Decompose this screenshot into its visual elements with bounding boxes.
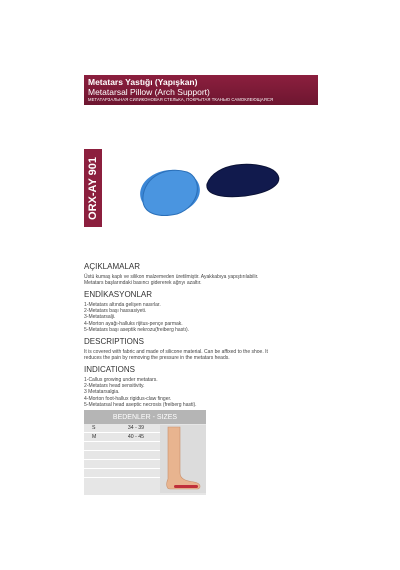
- section-line: 4-Morton foot-hallux rigidus-claw finger.: [84, 395, 172, 402]
- section-line: 3-Metatarsalji.: [84, 314, 116, 321]
- size-table-header: BEDENLER - SIZES: [84, 410, 206, 424]
- section-line: 5-Metatars başı aseptik nekrozu(freiberg hastı).: [84, 326, 190, 333]
- navy-pad: [207, 164, 279, 196]
- section-title: INDICATIONS: [84, 365, 135, 374]
- section-line: 2-Metatars head sensitivity.: [84, 383, 145, 390]
- foot-illustration: [160, 425, 206, 493]
- section-line: Üstü kumaş kaplı ve silikon malzemeden üretilmiştir. Ayakkabıya yapıştırılabilir.: [84, 274, 259, 280]
- section-line: reduces the pain by removing the pressure in the metatars heads.: [84, 355, 230, 362]
- section-title: ENDİKASYONLAR: [84, 290, 153, 299]
- section-title: DESCRIPTIONS: [84, 337, 145, 346]
- section-descriptions: [84, 337, 324, 361]
- product-header: [84, 75, 318, 105]
- section-endikasyonlar: [84, 290, 324, 333]
- product-photo: [115, 120, 315, 240]
- size-label: M: [92, 434, 97, 440]
- size-label: S: [92, 425, 96, 431]
- title-turkish: Metatars Yastığı (Yapışkan): [88, 77, 198, 87]
- product-code: ORX-AY 901: [87, 156, 99, 220]
- insole-pad: [174, 485, 198, 488]
- title-russian: МЕТАТАРЗАЛЬНАЯ СИЛИКОНОВАЯ СТЕЛЬКА, ПОКРЫТАЯ ТКАНЬЮ САМОКЛЕЮЩАЯСЯ: [88, 97, 274, 102]
- section-line: 1-Callus growing under metatars.: [84, 377, 158, 383]
- section-line: 1-Metatars altında gelişen nasırlar.: [84, 302, 161, 308]
- title-english: Metatarsal Pillow (Arch Support): [88, 87, 210, 97]
- section-line: 4-Morton ayağı-halluks rijitus-pençe parmak.: [84, 320, 183, 327]
- section-title: AÇIKLAMALAR: [84, 262, 141, 271]
- section-line: 2-Metatars başı hassasiyeti.: [84, 308, 147, 315]
- product-code-tab: [84, 149, 102, 227]
- section-indications: [84, 365, 324, 408]
- section-line: It is covered with fabric and made of silicone material. Can be affixed to the shoe. It: [84, 349, 268, 355]
- size-range: 40 - 45: [127, 434, 145, 440]
- size-range: 34 - 39: [127, 425, 145, 431]
- section-line: Metatars başlarındaki basıncı gidererek ağrıyı azaltır.: [84, 280, 202, 287]
- section-line: 5-Metatarsal head aseptic necrosis (freiberg hasti).: [84, 401, 197, 408]
- section-line: 3 Metatarsalgia.: [84, 389, 120, 396]
- section-aciklamalar: [84, 262, 324, 286]
